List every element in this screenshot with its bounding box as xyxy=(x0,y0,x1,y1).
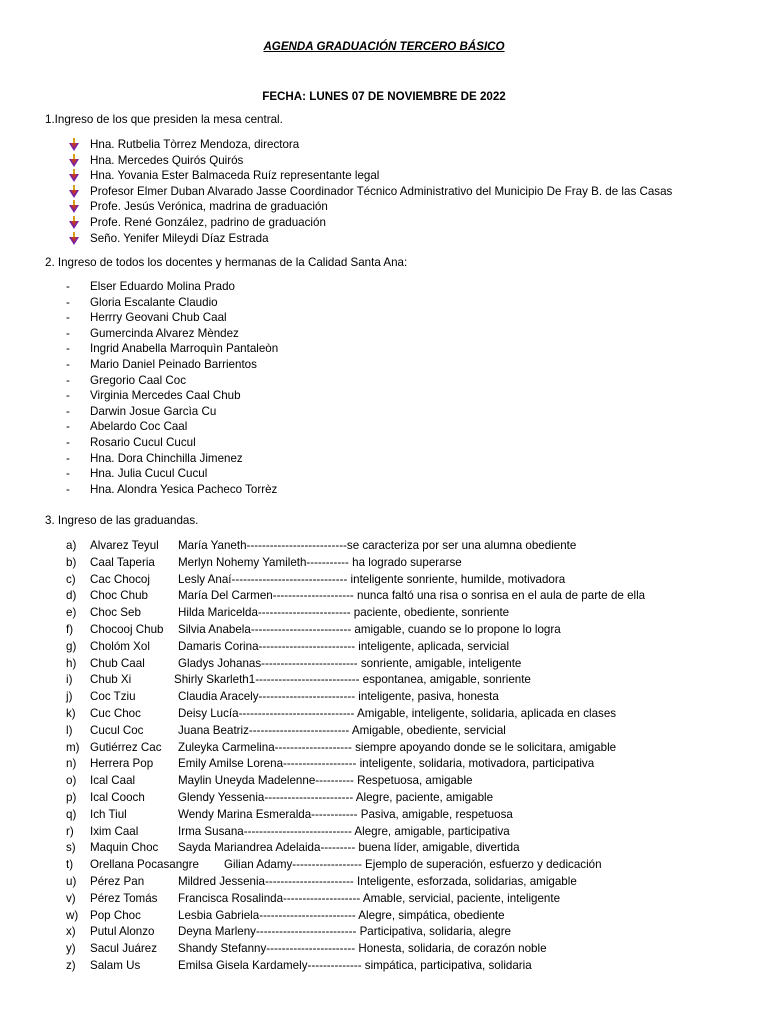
graduate-surname: Caal Taperia xyxy=(90,555,155,569)
teacher-name: Hna. Alondra Yesica Pacheco Torrèz xyxy=(90,482,278,496)
presider-name: Profe. Jesús Verónica, madrina de graduación xyxy=(90,200,328,214)
dash-bullet: - xyxy=(66,436,70,449)
dash-bullet: - xyxy=(66,373,70,387)
graduate-description: Lesbia Gabriela------------------------- Alegre, simpática, obediente xyxy=(178,908,505,922)
graduate-surname: Ixim Caal xyxy=(90,824,139,838)
graduate-description: Emily Amilse Lorena------------------- inteligente, solidaria, motivadora, participativa xyxy=(178,757,595,771)
graduate-surname: Putul Alonzo xyxy=(90,925,155,939)
teacher-name: Gumercinda Alvarez Mèndez xyxy=(90,326,239,340)
graduate-surname: Sacul Juárez xyxy=(90,942,158,956)
graduate-description: Mildred Jessenia----------------------- Inteligente, esforzada, solidarias, amigable xyxy=(178,875,577,888)
dash-bullet: - xyxy=(66,420,70,434)
dash-bullet: - xyxy=(66,389,70,403)
document-title: AGENDA GRADUACIÓN TERCERO BÁSICO xyxy=(263,40,505,53)
arrow-bullet-icon xyxy=(68,232,80,246)
graduate-description: Merlyn Nohemy Yamileth----------- ha logrado superarse xyxy=(178,555,462,569)
graduate-letter: n) xyxy=(66,757,77,771)
graduate-description: Gladys Johanas------------------------- sonriente, amigable, inteligente xyxy=(178,656,522,670)
graduate-description: Damaris Corina------------------------- inteligente, aplicada, servicial xyxy=(178,639,510,653)
graduate-description: Irma Susana---------------------------- Alegre, amigable, participativa xyxy=(178,824,510,838)
arrow-bullet-icon xyxy=(68,185,80,199)
graduate-letter: h) xyxy=(66,656,77,670)
presider-name: Profesor Elmer Duban Alvarado Jasse Coordinador Técnico Administrativo del Municipio De Fray B. de las Casas xyxy=(90,184,673,198)
graduate-letter: m) xyxy=(66,740,80,754)
graduate-surname: Herrera Pop xyxy=(90,757,154,771)
dash-bullet: - xyxy=(66,280,70,293)
section1-heading: 1.Ingreso de los que presiden la mesa central. xyxy=(45,113,283,126)
graduate-description: Zuleyka Carmelina-------------------- siempre apoyando donde se le solicitara, amigable xyxy=(178,740,617,754)
teacher-name: Gloria Escalante Claudio xyxy=(90,295,218,309)
graduate-surname: Ical Cooch xyxy=(90,791,145,804)
graduate-letter: k) xyxy=(66,707,76,720)
graduate-description: Shirly Skarleth1--------------------------- espontanea, amigable, sonriente xyxy=(174,673,531,687)
dash-bullet: - xyxy=(66,451,70,465)
graduate-letter: t) xyxy=(66,858,74,872)
graduate-letter: o) xyxy=(66,774,77,788)
graduate-description: Shandy Stefanny----------------------- Honesta, solidaria, de corazón noble xyxy=(178,942,547,956)
graduate-surname: Pérez Pan xyxy=(90,875,145,888)
presider-name: Hna. Mercedes Quirós Quirós xyxy=(90,153,244,167)
graduate-letter: c) xyxy=(66,572,76,586)
graduate-letter: b) xyxy=(66,555,77,569)
arrow-bullet-icon xyxy=(68,200,80,214)
dash-bullet: - xyxy=(66,467,70,481)
dash-bullet: - xyxy=(66,482,70,496)
dash-bullet: - xyxy=(66,342,70,356)
arrow-bullet-icon xyxy=(68,169,80,183)
graduate-description: Deyna Marleny-------------------------- Participativa, solidaria, alegre xyxy=(178,925,512,939)
dash-bullet: - xyxy=(66,311,70,325)
graduate-letter: l) xyxy=(66,723,73,737)
graduate-description: Claudia Aracely------------------------- inteligente, pasiva, honesta xyxy=(178,690,499,704)
graduate-surname: Cuc Choc xyxy=(90,707,141,720)
graduate-surname: Maquin Choc xyxy=(90,841,159,855)
graduate-letter: x) xyxy=(66,925,76,939)
graduate-letter: q) xyxy=(66,807,77,821)
teacher-name: Gregorio Caal Coc xyxy=(90,373,187,387)
graduate-surname: Chocooj Chub xyxy=(90,623,164,636)
graduate-description: Deisy Lucía------------------------------ Amigable, inteligente, solidaria, aplicada en clases xyxy=(178,707,617,720)
graduate-surname: Pérez Tomás xyxy=(90,891,158,905)
dash-bullet: - xyxy=(66,404,70,418)
graduate-description: Emilsa Gisela Kardamely-------------- simpática, participativa, solidaria xyxy=(178,959,532,972)
graduate-description: María Yaneth--------------------------se caracteriza por ser una alumna obediente xyxy=(178,539,577,552)
graduate-letter: g) xyxy=(66,639,77,653)
teacher-name: Abelardo Coc Caal xyxy=(90,420,188,434)
teacher-name: Hna. Julia Cucul Cucul xyxy=(90,467,208,481)
dash-bullet: - xyxy=(66,358,70,371)
teacher-name: Herrry Geovani Chub Caal xyxy=(90,311,227,325)
graduate-description: Gilian Adamy------------------ Ejemplo de superación, esfuerzo y dedicación xyxy=(224,858,602,872)
graduate-surname: Cholóm Xol xyxy=(90,639,150,653)
graduate-letter: w) xyxy=(66,908,79,922)
graduate-surname: Salam Us xyxy=(90,959,141,972)
graduate-surname: Ich Tiul xyxy=(90,807,127,821)
graduate-description: Maylin Uneyda Madelenne---------- Respetuosa, amigable xyxy=(178,774,473,788)
graduate-letter: i) xyxy=(66,673,73,687)
graduate-letter: v) xyxy=(66,891,76,905)
arrow-bullet-icon xyxy=(68,138,80,152)
graduate-surname: Orellana Pocasangre xyxy=(90,858,199,872)
graduate-letter: u) xyxy=(66,875,77,888)
graduate-surname: Alvarez Teyul xyxy=(90,539,159,552)
teacher-name: Mario Daniel Peinado Barrientos xyxy=(90,358,257,371)
graduate-surname: Gutiérrez Cac xyxy=(90,740,162,754)
graduate-surname: Chub Xi xyxy=(90,673,132,687)
graduate-surname: Pop Choc xyxy=(90,908,141,922)
graduate-letter: j) xyxy=(66,690,73,704)
graduate-letter: p) xyxy=(66,791,77,804)
graduate-letter: e) xyxy=(66,606,77,620)
section2-heading: 2. Ingreso de todos los docentes y hermanas de la Calidad Santa Ana: xyxy=(45,256,408,269)
graduate-letter: f) xyxy=(66,623,74,636)
arrow-bullet-icon xyxy=(68,216,80,230)
graduate-surname: Choc Seb xyxy=(90,606,141,620)
graduate-letter: y) xyxy=(66,942,76,956)
graduate-letter: z) xyxy=(66,959,76,972)
presider-name: Seño. Yenifer Mileydi Díaz Estrada xyxy=(90,231,269,245)
event-date: FECHA: LUNES 07 DE NOVIEMBRE DE 2022 xyxy=(262,90,506,103)
graduate-description: Francisca Rosalinda-------------------- Amable, servicial, paciente, inteligente xyxy=(178,891,561,905)
graduate-letter: s) xyxy=(66,841,76,855)
graduate-description: Glendy Yessenia----------------------- Alegre, paciente, amigable xyxy=(178,791,494,804)
graduate-surname: Choc Chub xyxy=(90,589,149,603)
graduate-description: Lesly Anaí------------------------------ inteligente sonriente, humilde, motivadora xyxy=(178,572,566,586)
teacher-name: Rosario Cucul Cucul xyxy=(90,436,196,449)
graduate-surname: Coc Tziu xyxy=(90,690,136,704)
graduate-description: Juana Beatriz-------------------------- Amigable, obediente, servicial xyxy=(178,723,506,737)
teacher-name: Darwin Josue Garcìa Cu xyxy=(90,404,217,418)
graduate-description: María Del Carmen--------------------- nunca faltó una risa o sonrisa en el aula de parte de ella xyxy=(178,589,646,603)
graduate-surname: Cucul Coc xyxy=(90,723,144,737)
presider-name: Hna. Yovania Ester Balmaceda Ruíz representante legal xyxy=(90,169,380,183)
presider-name: Profe. René González, padrino de graduación xyxy=(90,216,326,229)
teacher-name: Virginia Mercedes Caal Chub xyxy=(90,389,241,403)
graduate-description: Wendy Marina Esmeralda------------ Pasiva, amigable, respetuosa xyxy=(178,807,513,821)
presider-name: Hna. Rutbelia Tòrrez Mendoza, directora xyxy=(90,138,300,151)
graduate-letter: r) xyxy=(66,824,74,838)
arrow-bullet-icon xyxy=(68,154,80,168)
graduate-description: Hilda Maricelda------------------------ paciente, obediente, sonriente xyxy=(178,606,510,620)
graduate-description: Silvia Anabela-------------------------- amigable, cuando se lo propone lo logra xyxy=(178,623,561,636)
graduate-description: Sayda Mariandrea Adelaida--------- buena líder, amigable, divertida xyxy=(178,841,520,855)
graduate-surname: Cac Chocoj xyxy=(90,572,150,586)
teacher-name: Ingrid Anabella Marroquìn Pantaleòn xyxy=(90,342,279,356)
section3-heading: 3. Ingreso de las graduandas. xyxy=(45,514,199,527)
graduate-letter: a) xyxy=(66,539,77,552)
teacher-name: Hna. Dora Chinchilla Jimenez xyxy=(90,451,243,465)
graduate-surname: Ical Caal xyxy=(90,774,136,788)
dash-bullet: - xyxy=(66,295,70,309)
graduate-letter: d) xyxy=(66,589,77,603)
dash-bullet: - xyxy=(66,326,70,340)
teacher-name: Elser Eduardo Molina Prado xyxy=(90,280,236,293)
graduate-surname: Chub Caal xyxy=(90,656,145,670)
